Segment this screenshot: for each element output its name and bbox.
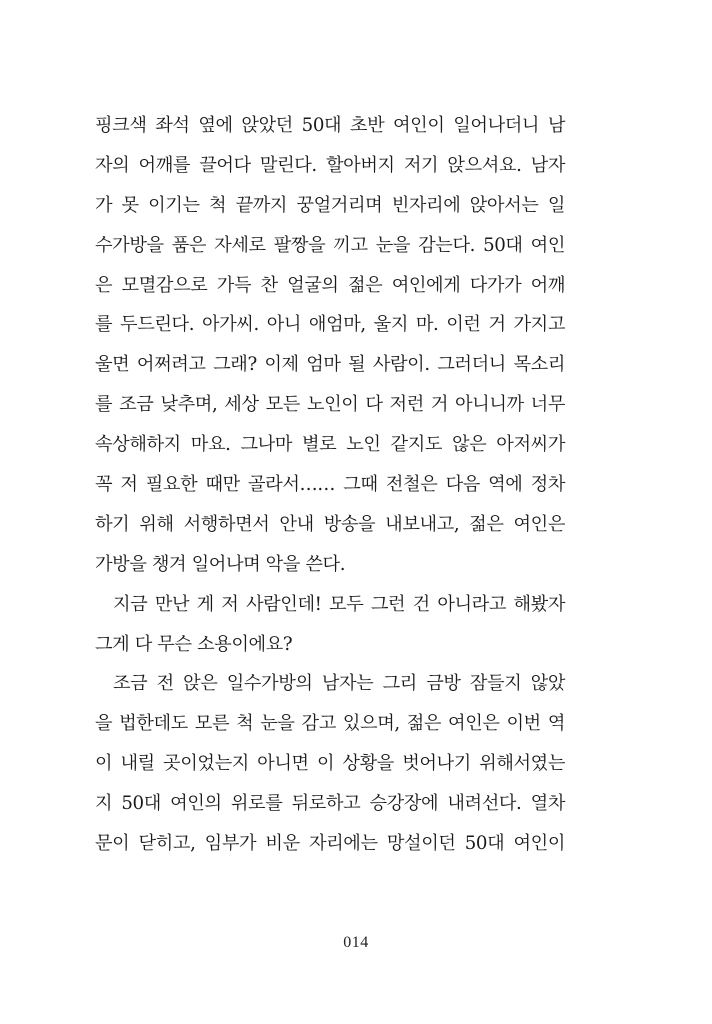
text-line: 핑크색 좌석 옆에 앉았던 50대 초반 여인이 일어나더니 남 [95,115,565,136]
text-line: 문이 닫히고, 임부가 비운 자리에는 망설이던 50대 여인이 [95,833,565,855]
page-number: 014 [343,934,369,951]
text-line: 지 50대 여인의 위로를 뒤로하고 승강장에 내려선다. 열차 [95,793,565,815]
text-line: 자의 어깨를 끌어다 말린다. 할아버지 저기 앉으셔요. 남자 [95,154,565,176]
text-line-paragraph-end: 그게 다 무슨 소용이에요? [95,633,293,655]
text-line-paragraph-end: 가방을 챙겨 일어나며 악을 쓴다. [95,553,346,575]
text-line: 하기 위해 서행하면서 안내 방송을 내보내고, 젊은 여인은 [95,513,565,535]
text-line: 울면 어쩌려고 그래? 이제 엄마 될 사람이. 그러더니 목소리 [95,354,565,376]
text-line: 은 모멸감으로 가득 찬 얼굴의 젊은 여인에게 다가가 어깨 [95,274,565,296]
text-line-paragraph-start: 조금 전 앉은 일수가방의 남자는 그리 금방 잠들지 않았 [113,673,565,695]
text-line: 수가방을 품은 자세로 팔짱을 끼고 눈을 감는다. 50대 여인 [95,234,565,256]
text-line: 를 조금 낮추며, 세상 모든 노인이 다 저런 거 아니니까 너무 [95,394,565,416]
text-line: 속상해하지 마요. 그나마 별로 노인 같지도 않은 아저씨가 [95,434,565,456]
text-line: 꼭 저 필요한 때만 골라서…… 그때 전철은 다음 역에 정차 [95,474,565,496]
text-line: 이 내릴 곳이었는지 아니면 이 상황을 벗어나기 위해서였는 [95,753,565,775]
text-line: 를 두드린다. 아가씨. 아니 애엄마, 울지 마. 이런 거 가지고 [95,314,565,336]
text-line: 가 못 이기는 척 끝까지 꿍얼거리며 빈자리에 앉아서는 일 [95,194,565,216]
page-body-text [95,106,565,864]
text-line: 을 법한데도 모른 척 눈을 감고 있으며, 젊은 여인은 이번 역 [95,713,565,735]
text-line-paragraph-start: 지금 만난 게 저 사람인데! 모두 그런 건 아니라고 해봤자 [113,593,565,615]
